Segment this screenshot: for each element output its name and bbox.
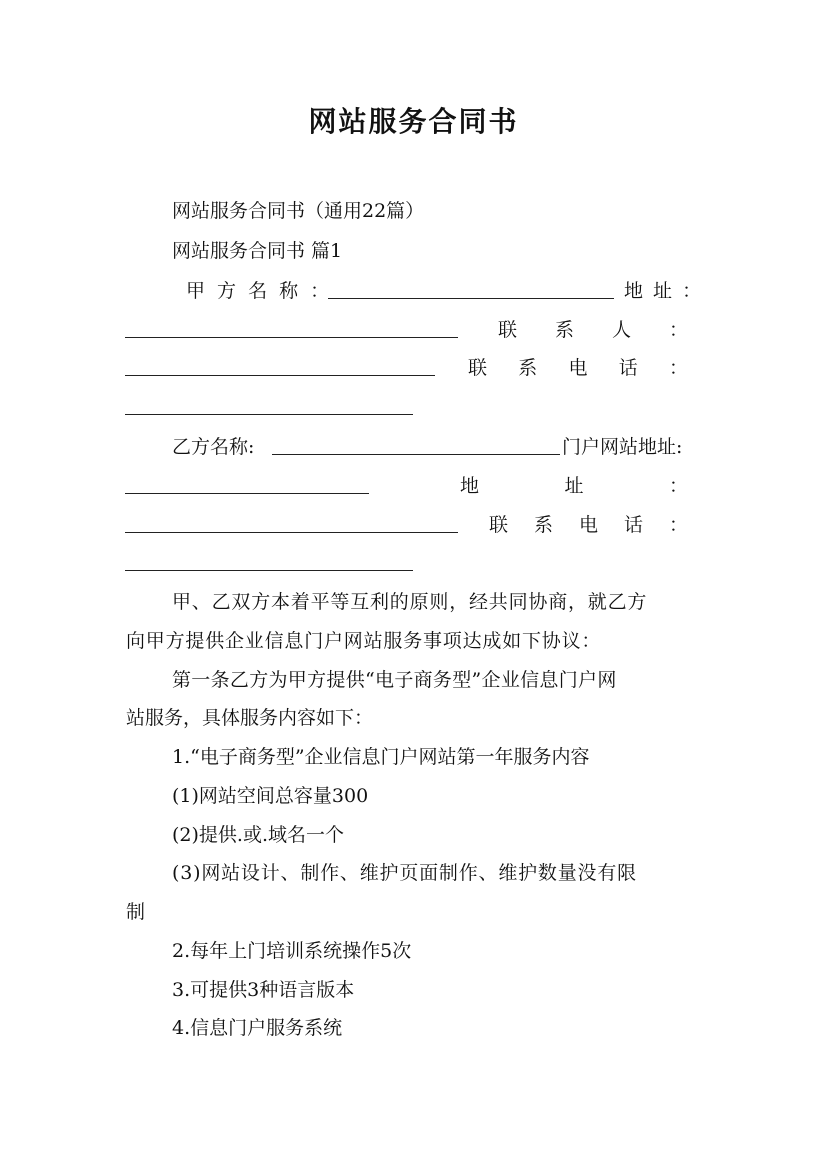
party-b-address-blank bbox=[125, 514, 458, 533]
party-b-address-label: 地 址 ： bbox=[460, 475, 688, 497]
paragraph-1-line-1: 甲、乙双方本着平等互利的原则，经共同协商，就乙方 bbox=[172, 591, 648, 613]
paragraph-1-line-2: 向甲方提供企业信息门户网站服务事项达成如下协议： bbox=[126, 630, 602, 652]
party-a-phone-label: 联 系 电 话 ： bbox=[468, 357, 688, 379]
party-b-phone-blank bbox=[125, 552, 413, 571]
item-1-2: (2)提供.或.域名一个 bbox=[172, 824, 344, 846]
party-b-name-blank bbox=[272, 436, 560, 455]
party-a-phone-blank bbox=[125, 396, 413, 415]
party-a-address-label: 地 址 ： bbox=[624, 280, 704, 302]
party-a-contact-label: 联 系 人 ： bbox=[498, 319, 688, 341]
item-1: 1.“电子商务型”企业信息门户网站第一年服务内容 bbox=[172, 746, 590, 768]
page-title: 网站服务合同书 bbox=[308, 105, 519, 138]
paragraph-2-line-2: 站服务，具体服务内容如下： bbox=[126, 707, 374, 729]
item-3: 3.可提供3种语言版本 bbox=[172, 979, 355, 1001]
subtitle: 网站服务合同书（通用22篇） bbox=[172, 200, 425, 222]
item-2: 2.每年上门培训系统操作5次 bbox=[172, 940, 412, 962]
party-b-portal-label: 门户网站地址: bbox=[562, 436, 683, 458]
party-a-contact-blank bbox=[125, 357, 435, 376]
party-a-address-blank bbox=[125, 319, 458, 338]
party-a-name-label: 甲 方 名 称 ： bbox=[186, 280, 333, 302]
item-1-1: (1)网站空间总容量300 bbox=[172, 785, 369, 807]
paragraph-2-line-1: 第一条乙方为甲方提供“电子商务型”企业信息门户网 bbox=[172, 669, 617, 691]
party-b-portal-blank bbox=[125, 475, 369, 494]
item-4: 4.信息门户服务系统 bbox=[172, 1017, 343, 1039]
party-b-phone-label: 联 系 电 话 ： bbox=[489, 514, 688, 536]
section-heading: 网站服务合同书 篇1 bbox=[172, 240, 343, 262]
item-1-3-line-1: (3)网站设计、制作、维护页面制作、维护数量没有限 bbox=[172, 862, 637, 884]
party-b-name-label: 乙方名称: bbox=[172, 436, 255, 458]
party-a-name-blank bbox=[328, 280, 614, 299]
item-1-3-line-2: 制 bbox=[126, 901, 146, 923]
